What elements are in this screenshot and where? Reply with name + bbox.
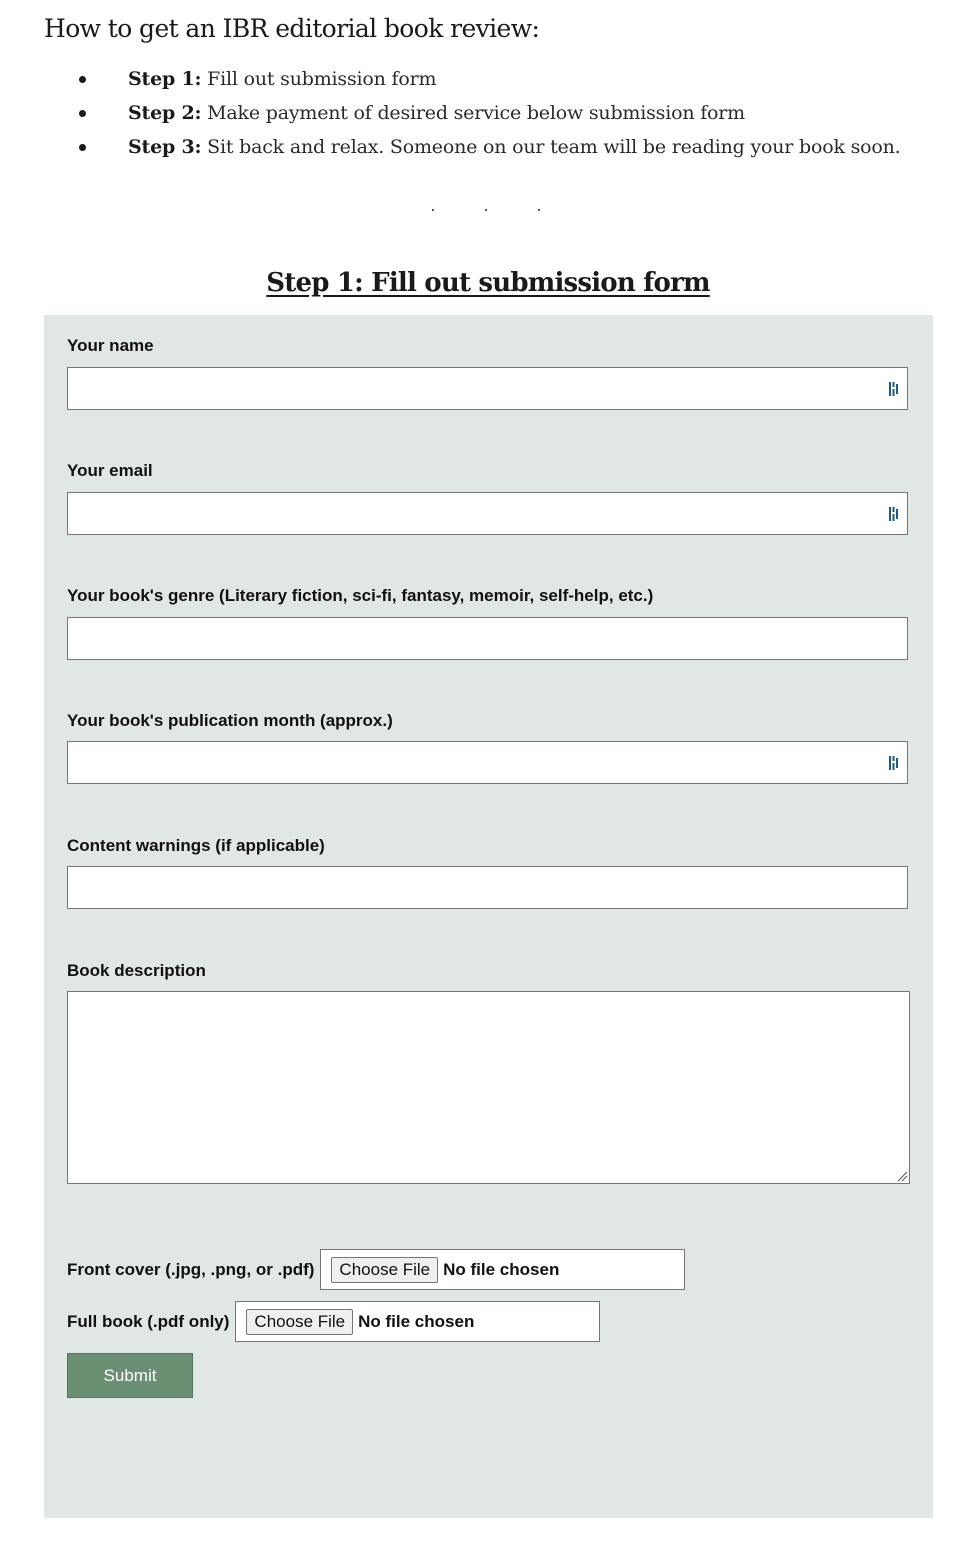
genre-label: Your book's genre (Literary fiction, sci-fi, fantasy, memoir, self-help, etc.) [67,586,654,605]
step-label: Step 2: [128,102,202,124]
step-label: Step 1: [128,68,202,90]
resize-grip-icon[interactable] [896,1170,908,1182]
full-book-upload [67,1301,600,1342]
content-warnings-input[interactable] [67,866,908,909]
list-item [44,96,901,130]
publication-month-label: Your book's publication month (approx.) [67,711,393,730]
section-divider [0,196,972,215]
front-cover-file-input[interactable] [320,1249,685,1290]
bullet-icon [79,144,86,151]
step-text: Sit back and relax. Someone on our team will be reading your book soon. [201,136,901,158]
email-label: Your email [67,461,153,480]
front-cover-status: No file chosen [443,1259,560,1279]
step-text: Fill out submission form [201,68,437,90]
bullet-icon [79,76,86,83]
steps-list [44,62,901,164]
divider-dot: . [483,196,489,215]
content-warnings-label: Content warnings (if applicable) [67,836,325,855]
list-item [44,62,901,96]
name-label: Your name [67,336,154,355]
form-title: Step 1: Fill out submission form [266,268,710,298]
divider-dot: . [430,196,436,215]
front-cover-label: Front cover (.jpg, .png, or .pdf) [67,1259,315,1279]
password-manager-icon[interactable] [889,506,902,522]
submit-button[interactable]: Submit [67,1353,193,1398]
description-label: Book description [67,961,206,980]
full-book-choose-button[interactable]: Choose File [246,1309,353,1335]
bullet-icon [79,110,86,117]
front-cover-upload [67,1249,685,1290]
genre-input[interactable] [67,617,908,660]
full-book-status: No file chosen [358,1311,475,1331]
list-item [44,130,901,164]
publication-month-input[interactable] [67,741,908,784]
password-manager-icon[interactable] [889,755,902,771]
step-label: Step 3: [128,136,202,158]
description-textarea[interactable] [67,991,910,1184]
name-input[interactable] [67,367,908,410]
password-manager-icon[interactable] [889,381,902,397]
email-input[interactable] [67,492,908,535]
front-cover-choose-button[interactable]: Choose File [331,1257,438,1283]
intro-title: How to get an IBR editorial book review: [44,14,540,43]
full-book-label: Full book (.pdf only) [67,1311,230,1331]
submission-form [44,315,933,1518]
step-text: Make payment of desired service below submission form [201,102,745,124]
full-book-file-input[interactable] [235,1301,600,1342]
divider-dot: . [536,196,542,215]
